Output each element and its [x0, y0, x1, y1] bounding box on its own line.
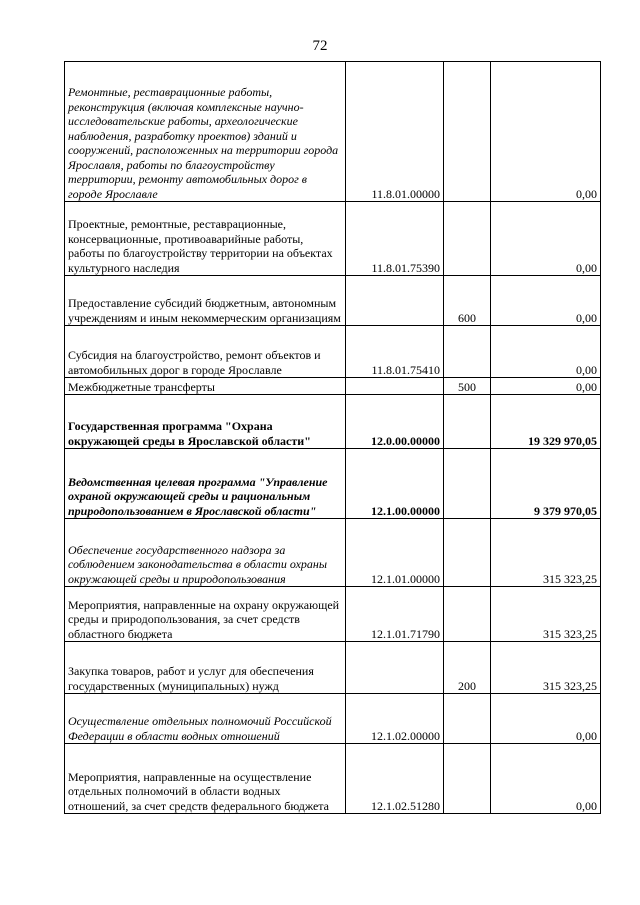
row-expense-type: [444, 519, 491, 587]
row-code: 11.8.01.75390: [346, 202, 444, 276]
row-name: Мероприятия, направленные на охрану окружающей среды и природопользования, за счет средств областного бюджета: [65, 587, 346, 642]
row-expense-type: [444, 449, 491, 519]
row-code: 12.1.00.00000: [346, 449, 444, 519]
table-row: [65, 744, 601, 814]
budget-table: [64, 61, 601, 814]
row-name: Субсидия на благоустройство, ремонт объектов и автомобильных дорог в городе Ярославле: [65, 326, 346, 378]
row-expense-type: [444, 62, 491, 202]
row-expense-type: 500: [444, 378, 491, 395]
table-row: [65, 642, 601, 694]
row-code: [346, 276, 444, 326]
row-expense-type: [444, 326, 491, 378]
row-name: Государственная программа "Охрана окружающей среды в Ярославской области": [65, 395, 346, 449]
row-name: Проектные, ремонтные, реставрационные, консервационные, противоаварийные работы, работы по благоустройству территории на объектах культурного наследия: [65, 202, 346, 276]
row-sum: 315 323,25: [491, 519, 601, 587]
row-name: Ведомственная целевая программа "Управление охраной окружающей среды и рациональным природопользованием в Ярославской области": [65, 449, 346, 519]
table-row: [65, 587, 601, 642]
row-sum: 0,00: [491, 378, 601, 395]
row-code: 12.1.01.00000: [346, 519, 444, 587]
row-sum: 0,00: [491, 326, 601, 378]
row-code: 11.8.01.00000: [346, 62, 444, 202]
page-number: 72: [312, 38, 328, 54]
row-name: Обеспечение государственного надзора за соблюдением законодательства в области охраны окружающей среды и природопользования: [65, 519, 346, 587]
table-row: [65, 62, 601, 202]
table-row: [65, 378, 601, 395]
table-row: [65, 519, 601, 587]
row-sum: 0,00: [491, 62, 601, 202]
row-sum: 0,00: [491, 276, 601, 326]
row-expense-type: [444, 587, 491, 642]
table-row: [65, 276, 601, 326]
row-code: 12.1.02.00000: [346, 694, 444, 744]
row-sum: 9 379 970,05: [491, 449, 601, 519]
row-code: [346, 642, 444, 694]
row-name: Мероприятия, направленные на осуществление отдельных полномочий в области водных отношений, за счет средств федерального бюджета: [65, 744, 346, 814]
row-sum: 315 323,25: [491, 587, 601, 642]
row-sum: 0,00: [491, 202, 601, 276]
row-code: 11.8.01.75410: [346, 326, 444, 378]
row-sum: 0,00: [491, 694, 601, 744]
row-code: 12.1.01.71790: [346, 587, 444, 642]
row-expense-type: [444, 744, 491, 814]
table-row: [65, 202, 601, 276]
row-code: 12.0.00.00000: [346, 395, 444, 449]
row-expense-type: [444, 202, 491, 276]
row-expense-type: [444, 694, 491, 744]
table-row: [65, 326, 601, 378]
row-name: Закупка товаров, работ и услуг для обеспечения государственных (муниципальных) нужд: [65, 642, 346, 694]
row-code: [346, 378, 444, 395]
table-row: [65, 449, 601, 519]
row-expense-type: [444, 395, 491, 449]
row-name: Ремонтные, реставрационные работы, реконструкция (включая комплексные научно-исследовательские работы, археологические наблюдения, разработку проектов) зданий и сооружений, расположенных на территории города Ярославля, работы по благоустройству территории, ремонту автомобильных дорог в городе Ярославле: [65, 62, 346, 202]
row-name: Осуществление отдельных полномочий Российской Федерации в области водных отношений: [65, 694, 346, 744]
row-sum: 19 329 970,05: [491, 395, 601, 449]
table-row: [65, 395, 601, 449]
row-sum: 315 323,25: [491, 642, 601, 694]
row-sum: 0,00: [491, 744, 601, 814]
row-code: 12.1.02.51280: [346, 744, 444, 814]
table-row: [65, 694, 601, 744]
row-expense-type: 600: [444, 276, 491, 326]
row-name: Предоставление субсидий бюджетным, автономным учреждениям и иным некоммерческим организациям: [65, 276, 346, 326]
row-name: Межбюджетные трансферты: [65, 378, 346, 395]
row-expense-type: 200: [444, 642, 491, 694]
